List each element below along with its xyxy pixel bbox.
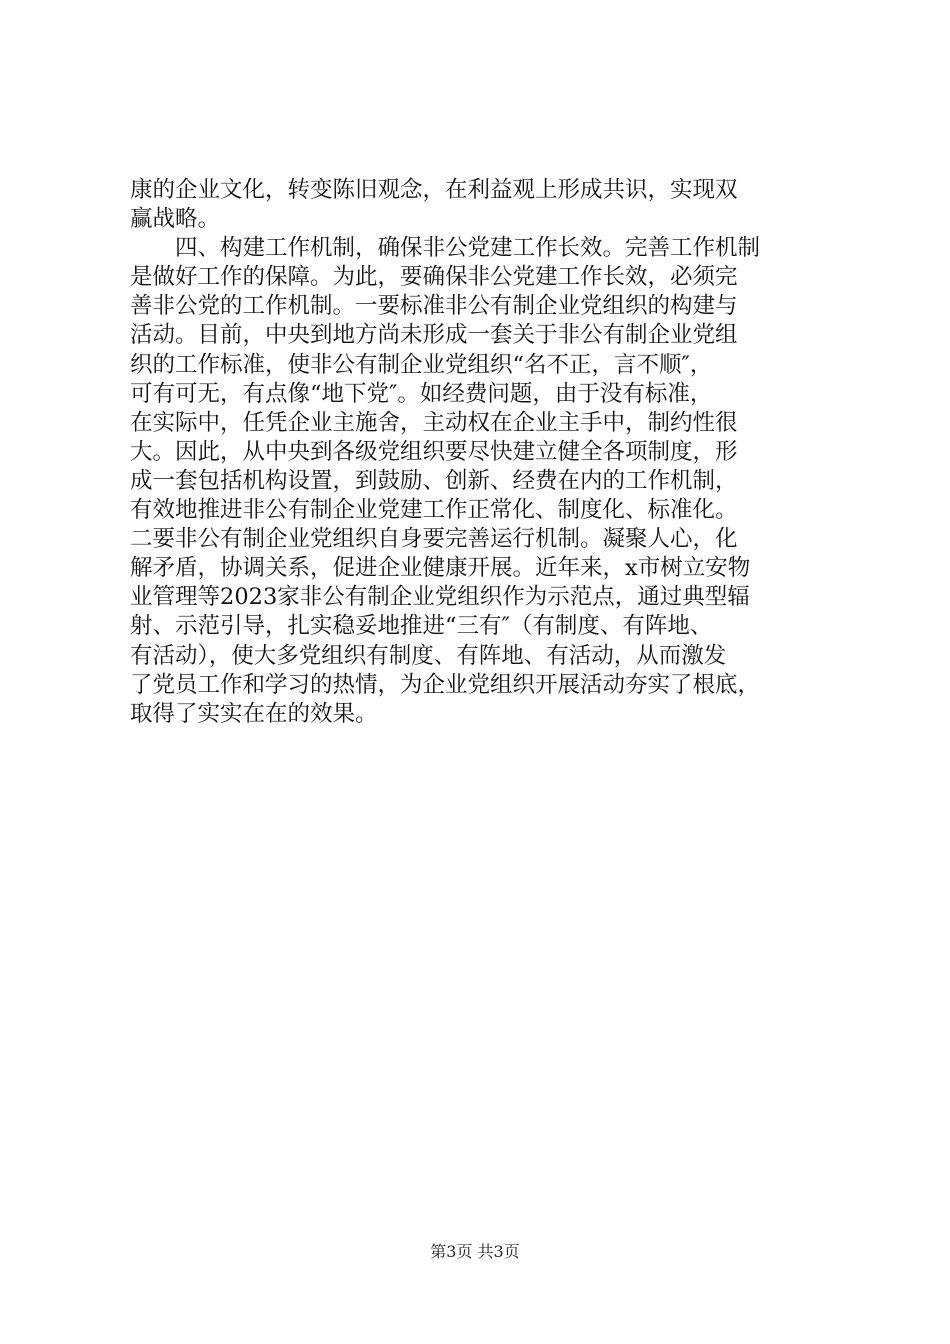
text-line: 射、示范引导，扎实稳妥地推进“三有″（有制度、有阵地、 (130, 613, 713, 640)
page-number-footer: 第3页 共3页 (430, 1242, 520, 1261)
text-line: 是做好工作的保障。为此，要确保非公党建工作长效，必须完 (130, 264, 738, 291)
text-line: 在实际中，任凭企业主施舍，主动权在企业主手中，制约性很 (130, 409, 738, 436)
text-line: 成一套包括机构设置，到鼓励、创新、经费在内的工作机制， (130, 467, 738, 494)
document-body (130, 176, 840, 729)
text-line: 有活动），使大多党组织有制度、有阵地、有活动，从而激发 (130, 642, 727, 669)
text-line: 善非公党的工作机制。一要标准非公有制企业党组织的构建与 (130, 293, 738, 320)
text-line: 可有可无，有点像“地下党″。如经费问题，由于没有标准， (130, 380, 713, 407)
text-line: 了党员工作和学习的热情，为企业党组织开展活动夯实了根底， (130, 671, 761, 698)
text-line: 织的工作标准，使非公有制企业党组织“名不正，言不顺″， (130, 351, 713, 378)
text-line: 有效地推进非公有制企业党建工作正常化、制度化、标准化。 (130, 497, 738, 524)
text-line: 康的企业文化，转变陈旧观念，在利益观上形成共识，实现双 (130, 177, 738, 203)
text-line: 活动。目前，中央到地方尚未形成一套关于非公有制企业党组 (130, 322, 738, 349)
text-line: 大。因此，从中央到各级党组织要尽快建立健全各项制度，形 (130, 438, 738, 465)
text-line: 业管理等2023家非公有制企业党组织作为示范点，通过典型辐 (130, 584, 750, 611)
text-line: 二要非公有制企业党组织自身要完善运行机制。凝聚人心，化 (130, 526, 738, 553)
paragraph-start-line: 四、构建工作机制，确保非公党建工作长效。完善工作机制 (175, 235, 761, 262)
text-line: 取得了实实在在的效果。 (130, 700, 378, 727)
text-line: 解矛盾，协调关系，促进企业健康开展。近年来，x市树立安物 (130, 555, 751, 582)
text-line: 赢战略。 (130, 206, 221, 233)
